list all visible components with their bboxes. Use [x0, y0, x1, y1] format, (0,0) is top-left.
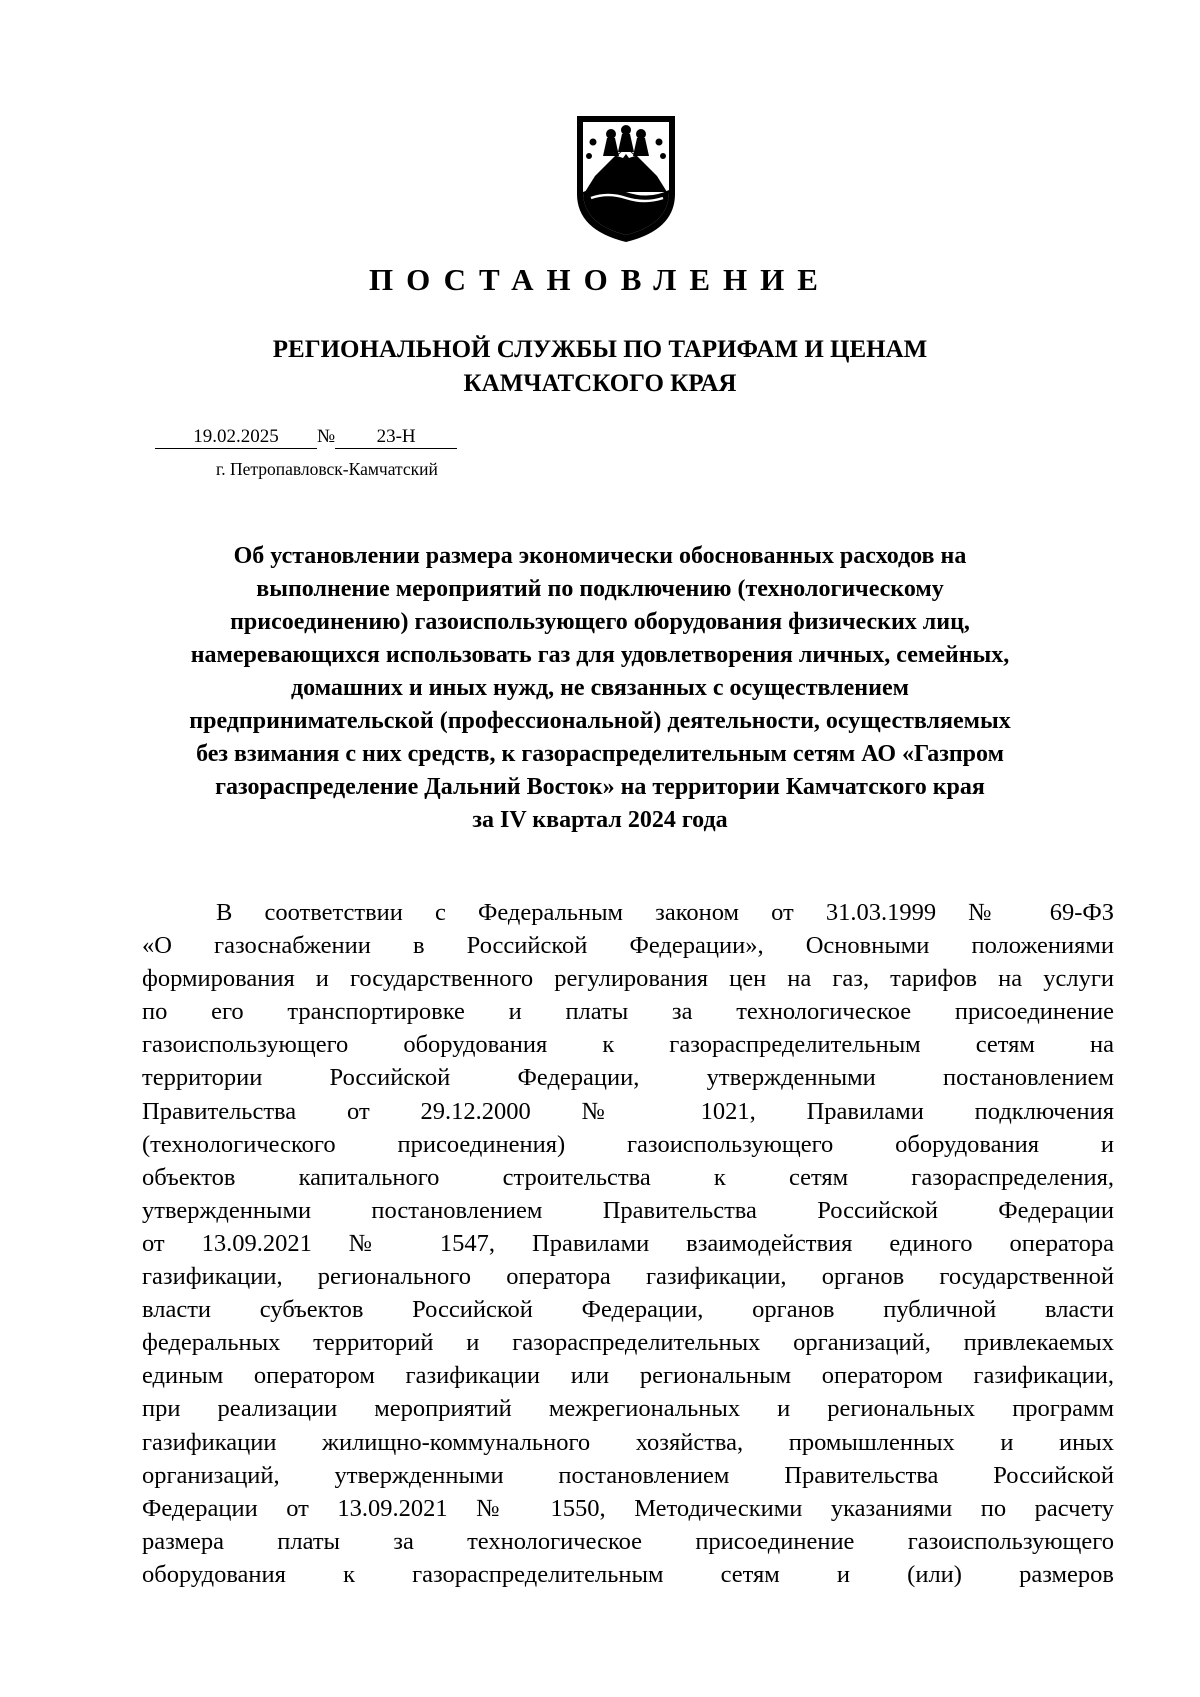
body-line: оборудования к газораспределительным сетям и (или) размеров	[142, 1560, 1114, 1588]
subject-line: намеревающихся использовать газ для удовлетворения личных, семейных,	[190, 642, 1010, 668]
subject-line: присоединению) газоиспользующего оборудования физических лиц,	[230, 609, 970, 635]
body-line: Федерации от 13.09.2021 № 1550, Методическими указаниями по расчету	[142, 1494, 1114, 1522]
body-line: власти субъектов Российской Федерации, органов публичной власти	[142, 1296, 1114, 1324]
body-line: единым оператором газификации или региональным оператором газификации,	[142, 1362, 1114, 1390]
coat-of-arms-icon	[573, 112, 679, 244]
document-date-number	[155, 426, 457, 449]
body-line: В соответствии с Федеральным законом от 31.03.1999 № 69-ФЗ	[216, 899, 1114, 926]
body-line: Правительства от 29.12.2000 № 1021, Правилами подключения	[142, 1097, 1114, 1125]
document-title: ПОСТАНОВЛЕНИЕ	[369, 262, 831, 297]
subject-line: Об установлении размера экономически обоснованных расходов на	[233, 543, 967, 569]
subject-line: предпринимательской (профессиональной) деятельности, осуществляемых	[189, 708, 1011, 734]
number-sign: №	[317, 426, 336, 447]
body-line: утвержденными постановлением Правительства Российской Федерации	[142, 1196, 1114, 1224]
body-line: газификации жилищно-коммунального хозяйства, промышленных и иных	[142, 1428, 1114, 1456]
issuing-organization	[0, 333, 1200, 401]
subject-line: выполнение мероприятий по подключению (технологическому	[256, 576, 944, 602]
body-line: «О газоснабжении в Российской Федерации», Основными положениями	[142, 932, 1114, 960]
document-number: 23-Н	[335, 426, 457, 449]
document-date: 19.02.2025	[155, 426, 317, 449]
body-line: формирования и государственного регулирования цен на газ, тарифов на услуги	[142, 965, 1114, 993]
body-line: объектов капитального строительства к сетям газораспределения,	[142, 1163, 1114, 1191]
document-city: г. Петропавловск-Камчатский	[216, 459, 438, 479]
body-line: газификации, регионального оператора газификации, органов государственной	[142, 1263, 1114, 1291]
document-body	[142, 896, 1114, 1591]
organization-line: РЕГИОНАЛЬНОЙ СЛУЖБЫ ПО ТАРИФАМ И ЦЕНАМ	[272, 336, 928, 363]
subject-line: газораспределение Дальний Восток» на территории Камчатского края	[215, 774, 985, 800]
body-line: федеральных территорий и газораспределительных организаций, привлекаемых	[142, 1329, 1114, 1357]
document-subject	[0, 540, 1200, 837]
subject-line: домашних и иных нужд, не связанных с осуществлением	[291, 675, 909, 701]
body-line: при реализации мероприятий межрегиональных и региональных программ	[142, 1395, 1114, 1423]
body-line: по его транспортировке и платы за технологическое присоединение	[142, 998, 1114, 1026]
organization-line: КАМЧАТСКОГО КРАЯ	[463, 370, 737, 397]
body-line: (технологического присоединения) газоиспользующего оборудования и	[142, 1130, 1114, 1158]
body-line: размера платы за технологическое присоединение газоиспользующего	[142, 1527, 1114, 1555]
subject-line: без взимания с них средств, к газораспределительным сетям АО «Газпром	[196, 741, 1004, 767]
body-line: от 13.09.2021 № 1547, Правилами взаимодействия единого оператора	[142, 1229, 1114, 1257]
body-line: газоиспользующего оборудования к газораспределительным сетям на	[142, 1031, 1114, 1059]
body-line: организаций, утвержденными постановлением Правительства Российской	[142, 1461, 1114, 1489]
subject-line: за IV квартал 2024 года	[472, 807, 728, 833]
body-line: территории Российской Федерации, утвержденными постановлением	[142, 1064, 1114, 1092]
